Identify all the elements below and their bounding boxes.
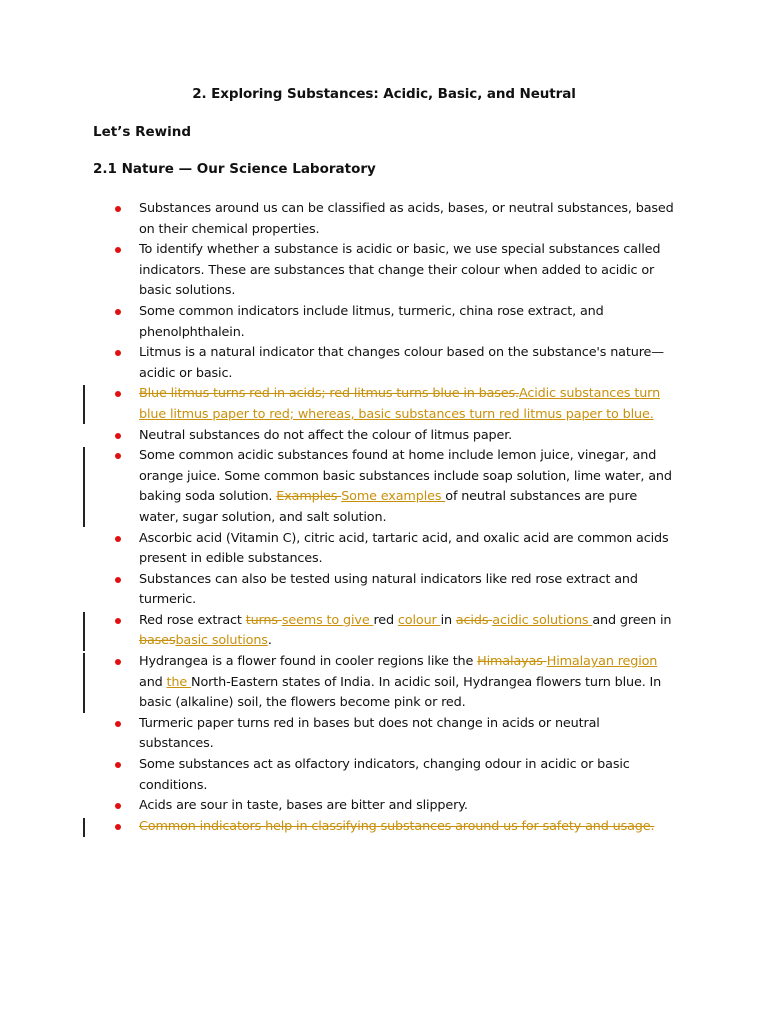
inserted-text: Acidic substances turn blue litmus paper to red; whereas, basic substances turn red litmus paper to blue. [139,386,661,422]
bullet-dot [115,453,121,459]
section-heading: 2.1 Nature — Our Science Laboratory [93,161,376,177]
list-item [0,611,674,652]
list-item [0,570,674,611]
list-item [0,426,674,447]
item-text: in [440,612,456,628]
bullet-dot [115,659,121,665]
list-item [0,384,674,425]
item-text: Hydrangea is a flower found in cooler regions like the [139,654,478,670]
deleted-text: turns [245,612,282,628]
inserted-text: basic solutions [175,633,268,649]
item-text: Substances around us can be classified as acids, bases, or neutral substances, based on their chemical properties. [139,201,674,237]
inserted-text: Himalayan region [546,654,658,670]
bullet-dot [115,721,121,727]
inserted-text: acidic solutions [492,612,593,628]
inserted-text: Some examples [341,489,446,505]
bullet-dot [115,762,121,768]
inserted-text: colour [397,612,441,628]
document-title: 2. Exploring Substances: Acidic, Basic, and Neutral [192,86,576,102]
bullet-dot [115,350,121,356]
bullet-dot [115,577,121,583]
bullet-list [0,199,768,837]
list-item [0,199,674,240]
item-text: Substances can also be tested using natural indicators like red rose extract and turmeric. [139,571,638,608]
deleted-text: Himalayas [477,654,547,670]
change-bar [83,447,85,527]
list-item [0,755,674,796]
item-text: and [139,674,167,690]
change-bar [83,653,85,713]
bullet-dot [115,433,121,439]
item-text: Red rose extract [139,612,246,628]
change-bar [83,818,85,837]
list-item [0,446,674,528]
deleted-text: Blue litmus turns red in acids; red litmus turns blue in bases. [139,386,519,402]
item-text: To identify whether a substance is acidic or basic, we use special substances called indicators. These are substances that change their colour when added to acidic or basic solutions. [139,242,661,299]
change-bar [83,385,85,424]
deleted-text: Common indicators help in classifying substances around us for safety and usage. [139,818,655,834]
list-item [0,302,674,343]
item-text: Acids are sour in taste, bases are bitter and slippery. [139,798,468,814]
bullet-dot [115,206,121,212]
item-text: . [267,633,272,649]
item-text: Some common acidic substances found at home include lemon juice, vinegar, and orange juice. Some common basic substances include soap solution, lime water, and baking soda solution. [139,448,672,505]
inserted-text: seems to give [281,612,374,628]
item-text: Turmeric paper turns red in bases but does not change in acids or neutral substances. [139,715,600,752]
subtitle-heading: Let’s Rewind [93,124,192,140]
item-text: Litmus is a natural indicator that changes colour based on the substance's nature—acidic or basic. [139,345,664,381]
deleted-text: bases [139,633,176,649]
item-text: red [373,612,398,628]
item-text: Neutral substances do not affect the colour of litmus paper. [139,427,513,443]
list-item [0,796,674,817]
item-text: of neutral substances are pure water, sugar solution, and salt solution. [139,489,638,525]
deleted-text: Examples [276,489,342,505]
list-item [0,240,674,302]
item-text: North-Eastern states of India. In acidic soil, Hydrangea flowers turn blue. In basic (alkaline) soil, the flowers become pink or red. [139,674,662,711]
bullet-dot [115,803,121,809]
bullet-dot [115,391,121,397]
list-item [0,529,674,570]
item-text: and green in [592,612,672,628]
list-item [0,652,674,714]
item-text: Ascorbic acid (Vitamin C), citric acid, tartaric acid, and oxalic acid are common acids present in edible substances. [139,530,669,567]
list-item [0,343,674,384]
bullet-dot [115,536,121,542]
bullet-dot [115,309,121,315]
bullet-dot [115,618,121,624]
item-text: Some substances act as olfactory indicators, changing odour in acidic or basic conditions. [139,757,630,793]
bullet-dot [115,247,121,253]
list-item [0,714,674,755]
inserted-text: the [166,674,192,690]
change-bar [83,612,85,651]
deleted-text: acids [455,612,493,628]
item-text: Some common indicators include litmus, turmeric, china rose extract, and phenolphthalein. [139,303,604,340]
bullet-dot [115,824,121,830]
list-item [0,817,674,838]
